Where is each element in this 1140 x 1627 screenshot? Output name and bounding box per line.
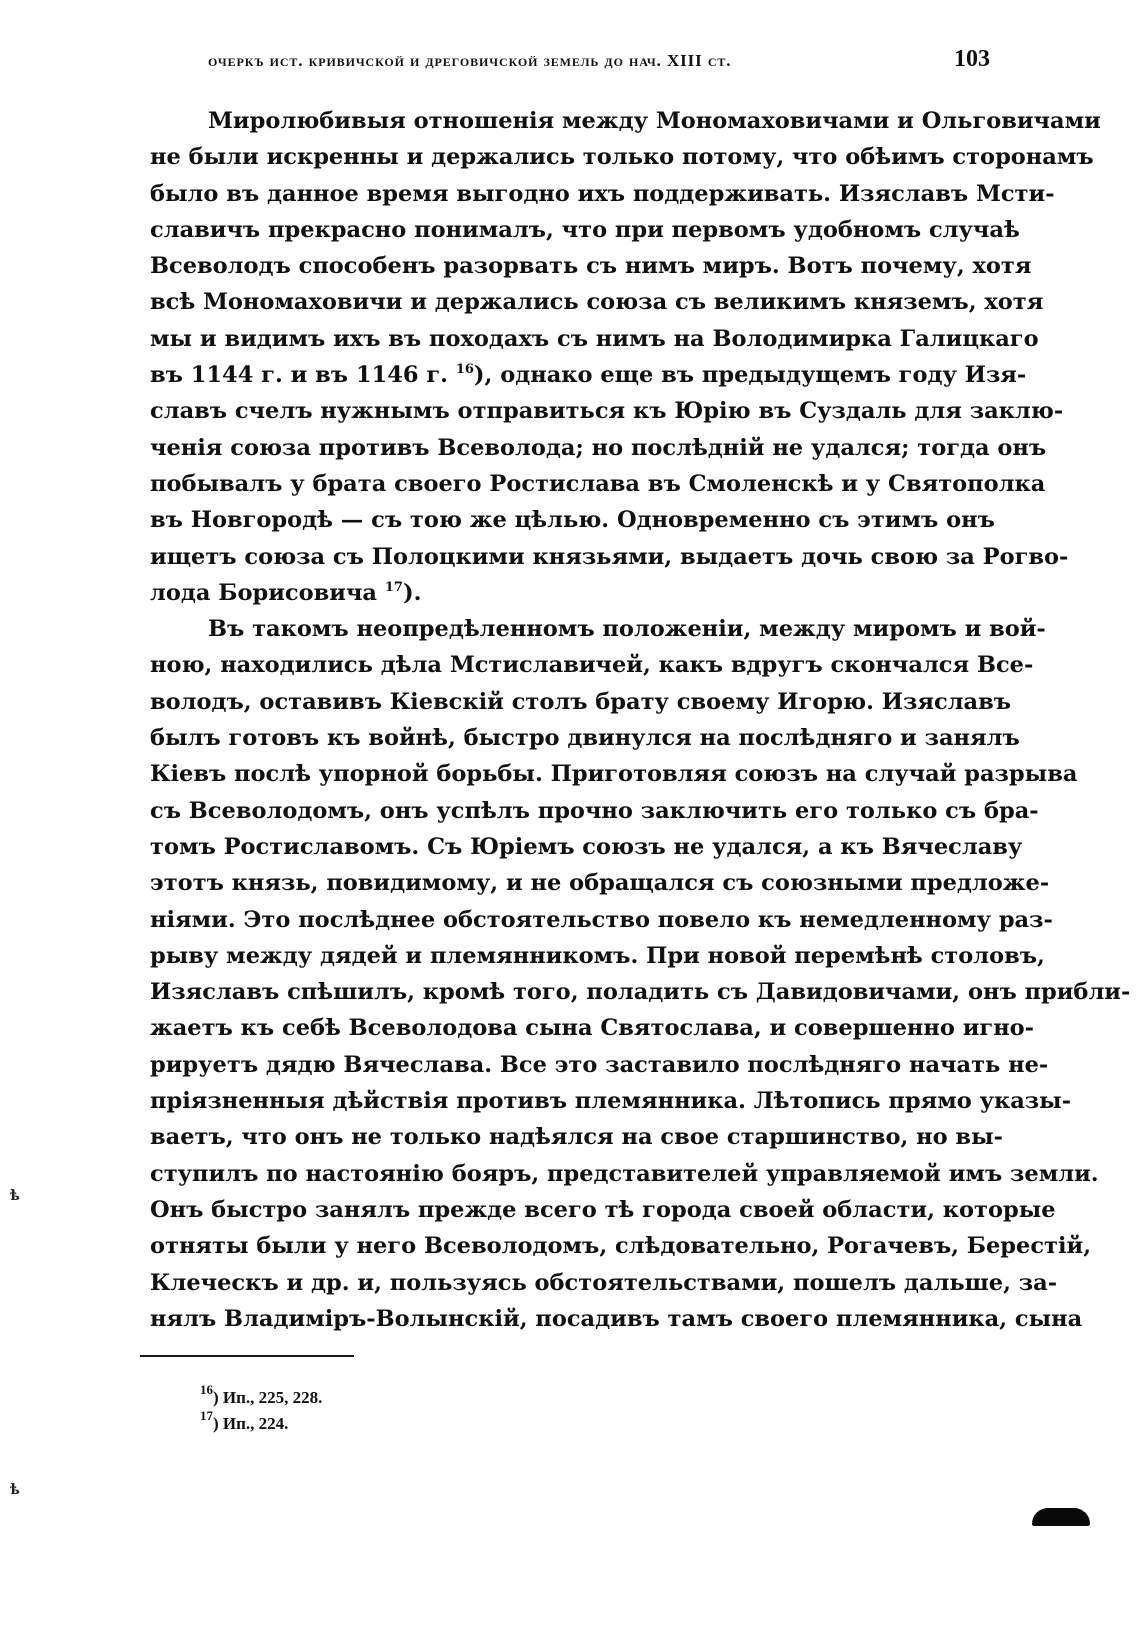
text-line: славичъ прекрасно понималъ, что при первомъ удобномъ случаѣ xyxy=(150,216,1020,243)
text-line: всѣ Мономаховичи и держались союза съ великимъ княземъ, хотя xyxy=(150,289,1044,316)
text-line: жаетъ къ себѣ Всеволодова сына Святослава, и совершенно игно- xyxy=(150,1015,1035,1042)
text-line: съ Всеволодомъ, онъ успѣлъ прочно заключить его только съ бра- xyxy=(150,797,1039,824)
page-number: 103 xyxy=(954,46,990,72)
text-line: былъ готовъ къ войнѣ, быстро двинулся на послѣдняго и занялъ xyxy=(150,725,1020,752)
text-line xyxy=(150,575,990,611)
text-line: ваетъ, что онъ не только надѣялся на свое старшинство, но вы- xyxy=(150,1124,1003,1151)
footnote-text: ) Ип., 224. xyxy=(213,1414,289,1433)
footnote-number: 16 xyxy=(200,1382,213,1397)
text-line: ною, находились дѣла Мстиславичей, какъ вдругъ скончался Все- xyxy=(150,652,1034,679)
footnote-divider xyxy=(140,1355,354,1357)
footnotes xyxy=(200,1382,323,1437)
text-line: не были искренны и держались только потому, что обѣимъ сторонамъ xyxy=(150,144,1094,171)
margin-mark: ѣ xyxy=(10,1188,20,1204)
text-segment: лода Борисовича xyxy=(150,579,378,606)
text-line: Миролюбивыя отношенія между Мономаховичами и Ольговичами xyxy=(208,108,1101,134)
text-segment: въ 1144 г. и въ 1146 г. xyxy=(150,362,448,389)
text-line: Всеволодъ способенъ разорвать съ нимъ миръ. Вотъ почему, хотя xyxy=(150,253,1032,280)
text-line: Въ такомъ неопредѣленномъ положеніи, между миромъ и вой- xyxy=(208,616,1046,643)
text-line: Изяславъ спѣшилъ, кромѣ того, поладить съ Давидовичами, онъ прибли- xyxy=(150,979,1131,1006)
text-line: было въ данное время выгодно ихъ поддерживать. Изяславъ Мсти- xyxy=(150,180,1055,207)
text-segment: ), однако еще въ предыдущемъ году Изя- xyxy=(473,362,1027,389)
text-line: ченія союза противъ Всеволода; но послѣдній не удался; тогда онъ xyxy=(150,434,1047,461)
text-line: этотъ князь, повидимому, и не обращался съ союзными предложе- xyxy=(150,870,1050,897)
main-text xyxy=(150,103,1131,1337)
text-line: ступилъ по настоянію бояръ, представителей управляемой имъ земли. xyxy=(150,1160,1099,1187)
footnote-number: 17 xyxy=(200,1408,213,1423)
text-line: володъ, оставивъ Кіевскій столъ брату своему Игорю. Изяславъ xyxy=(150,688,1012,715)
text-line: въ Новгородѣ — съ тою же цѣлью. Одновременно съ этимъ онъ xyxy=(150,507,995,534)
footnote-text: ) Ип., 225, 228. xyxy=(213,1388,323,1407)
text-line: Кіевъ послѣ упорной борьбы. Приготовляя союзъ на случай разрыва xyxy=(150,761,1078,788)
text-line: Онъ быстро занялъ прежде всего тѣ города своей области, которые xyxy=(150,1196,1056,1223)
footnote-ref: 17 xyxy=(384,579,403,595)
text-line: томъ Ростиславомъ. Съ Юріемъ союзъ не удался, а къ Вячеславу xyxy=(150,833,1023,860)
ink-blot xyxy=(1032,1508,1090,1526)
text-line: пріязненныя дѣйствія противъ племянника. Лѣтопись прямо указы- xyxy=(150,1088,1072,1115)
margin-mark: ѣ xyxy=(10,1482,20,1498)
text-segment: ). xyxy=(402,579,422,606)
text-line xyxy=(150,357,1027,393)
text-line: мы и видимъ ихъ въ походахъ съ нимъ на Володимирка Галицкаго xyxy=(150,325,1039,352)
text-line: рыву между дядей и племянникомъ. При новой перемѣнѣ столовъ, xyxy=(150,942,1045,969)
text-line: отняты были у него Всеволодомъ, слѣдовательно, Рогачевъ, Берестій, xyxy=(150,1233,1092,1260)
text-line: побывалъ у брата своего Ростислава въ Смоленскѣ и у Святополка xyxy=(150,470,1046,497)
text-line: Клеческъ и др. и, пользуясь обстоятельствами, пошелъ дальше, за- xyxy=(150,1269,1058,1296)
footnote xyxy=(200,1408,322,1437)
text-line: нялъ Владиміръ-Волынскій, посадивъ тамъ своего племянника, сына xyxy=(150,1305,1083,1332)
footnote xyxy=(200,1382,323,1411)
text-line: ніями. Это послѣднее обстоятельство повело къ немедленному раз- xyxy=(150,906,1053,933)
running-header xyxy=(208,46,990,86)
text-line: рируетъ дядю Вячеслава. Все это заставило послѣдняго начать не- xyxy=(150,1051,1049,1078)
running-title: очеркъ ист. кривичской и дреговичской земель до нач. XIII ст. xyxy=(208,51,732,70)
text-line: ищетъ союза съ Полоцкими князьями, выдаетъ дочь свою за Рогво- xyxy=(150,543,1069,570)
text-line: славъ счелъ нужнымъ отправиться къ Юрію въ Суздаль для заклю- xyxy=(150,398,1064,425)
footnote-ref: 16 xyxy=(455,362,474,378)
